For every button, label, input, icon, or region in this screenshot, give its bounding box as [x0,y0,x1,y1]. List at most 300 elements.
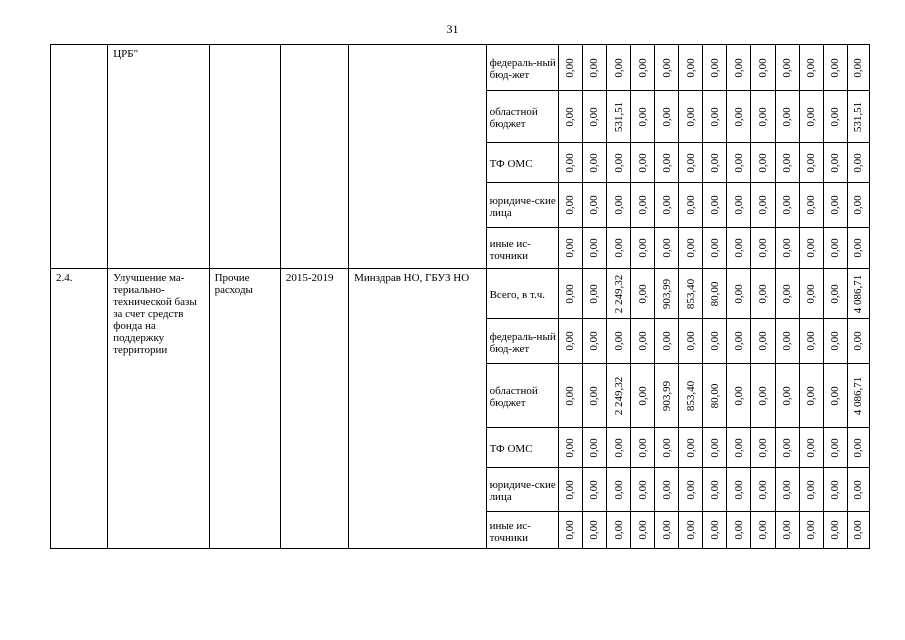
amount-cell [655,512,679,549]
amount-value: 0,00 [829,238,842,258]
amount-cell [558,364,582,428]
amount-cell [558,91,582,143]
period-cell: 2015-2019 [280,269,348,549]
amount-value: 0,00 [636,152,649,173]
amount-cell [775,468,799,512]
amount-value: 0,00 [684,437,697,458]
amount-cell [751,428,775,468]
amount-cell [799,228,823,269]
amount-value: 2 249,32 [612,376,625,415]
amount-cell [823,512,847,549]
amount-cell [582,512,606,549]
amount-value: 0,00 [852,520,865,540]
amount-cell [727,183,751,228]
amount-cell [655,468,679,512]
measure-name-cell: Улучшение ма-териально-технической базы за счет средств фонда на поддержку территории [108,269,209,549]
amount-cell [606,428,630,468]
amount-value: 0,00 [852,238,865,258]
amount-cell [558,45,582,91]
amount-cell [847,319,869,364]
amount-value: 0,00 [829,437,842,458]
amount-cell [823,143,847,183]
amount-cell [727,468,751,512]
amount-cell [631,228,655,269]
amount-value: 0,00 [564,385,577,406]
amount-cell [558,428,582,468]
amount-value: 0,00 [732,106,745,127]
amount-value: 0,00 [612,437,625,458]
amount-cell [631,143,655,183]
amount-cell [727,512,751,549]
amount-cell [582,143,606,183]
amount-cell [799,468,823,512]
amount-value: 0,00 [708,331,721,351]
amount-cell [631,428,655,468]
amount-cell [799,143,823,183]
amount-value: 0,00 [756,152,769,173]
amount-cell [679,512,703,549]
amount-value: 0,00 [781,57,794,78]
amount-cell [751,228,775,269]
amount-value: 0,00 [829,283,842,304]
amount-cell [775,183,799,228]
amount-value: 0,00 [805,437,818,458]
amount-value: 0,00 [684,106,697,127]
funding-source-cell: юридиче-ские лица [486,183,558,228]
amount-cell [775,428,799,468]
amount-value: 0,00 [781,437,794,458]
amount-value: 0,00 [684,479,697,500]
amount-value: 0,00 [756,195,769,215]
amount-value: 0,00 [660,106,673,127]
amount-value: 0,00 [684,520,697,540]
amount-value: 0,00 [564,283,577,304]
amount-cell [703,228,727,269]
amount-cell [703,468,727,512]
amount-value: 80,00 [708,383,721,408]
amount-cell [631,364,655,428]
amount-cell [582,45,606,91]
amount-cell [703,45,727,91]
executor-cell: Минздрав НО, ГБУЗ НО [349,269,487,549]
amount-value: 0,00 [732,152,745,173]
amount-value: 0,00 [564,152,577,173]
amount-cell [751,45,775,91]
amount-value: 0,00 [564,437,577,458]
amount-cell [775,91,799,143]
budget-table [50,44,870,549]
amount-value: 0,00 [756,238,769,258]
amount-cell [679,91,703,143]
amount-cell [606,45,630,91]
amount-value: 0,00 [660,520,673,540]
amount-value: 0,00 [732,238,745,258]
amount-cell [631,45,655,91]
amount-cell [558,228,582,269]
amount-value: 0,00 [636,331,649,351]
amount-value: 0,00 [732,283,745,304]
amount-cell [847,269,869,319]
amount-value: 0,00 [684,331,697,351]
amount-cell [631,319,655,364]
amount-cell [582,228,606,269]
amount-value: 0,00 [588,437,601,458]
measure-name-cell: ЦРБ" [108,45,209,269]
amount-value: 0,00 [588,283,601,304]
amount-cell [847,91,869,143]
amount-value: 0,00 [756,57,769,78]
amount-value: 0,00 [612,520,625,540]
funding-source-cell: федераль-ный бюд-жет [486,45,558,91]
amount-cell [582,319,606,364]
amount-value: 0,00 [588,385,601,406]
amount-cell [775,228,799,269]
amount-cell [703,269,727,319]
amount-value: 4 086,71 [852,376,865,415]
amount-cell [679,428,703,468]
amount-value: 0,00 [756,437,769,458]
amount-cell [799,364,823,428]
amount-value: 0,00 [852,479,865,500]
amount-cell [655,364,679,428]
amount-cell [799,428,823,468]
amount-cell [558,512,582,549]
funding-source-cell: ТФ ОМС [486,428,558,468]
amount-value: 0,00 [564,520,577,540]
amount-cell [631,269,655,319]
amount-value: 0,00 [829,195,842,215]
amount-value: 0,00 [636,437,649,458]
amount-cell [727,269,751,319]
amount-cell [823,428,847,468]
amount-value: 0,00 [829,479,842,500]
amount-value: 0,00 [829,331,842,351]
amount-cell [703,319,727,364]
amount-cell [606,319,630,364]
amount-cell [751,269,775,319]
amount-value: 0,00 [636,479,649,500]
amount-cell [606,91,630,143]
amount-value: 0,00 [829,385,842,406]
amount-value: 0,00 [756,106,769,127]
amount-value: 853,40 [684,278,697,309]
page-number: 31 [446,22,459,36]
amount-cell [558,183,582,228]
amount-cell [823,183,847,228]
amount-value: 0,00 [588,106,601,127]
amount-cell [775,364,799,428]
amount-value: 0,00 [660,57,673,78]
amount-cell [727,91,751,143]
amount-cell [606,228,630,269]
funding-source-cell: юридиче-ские лица [486,468,558,512]
amount-cell [631,91,655,143]
amount-value: 0,00 [708,238,721,258]
amount-value: 0,00 [732,57,745,78]
amount-value: 0,00 [805,106,818,127]
funding-source-cell: областной бюджет [486,91,558,143]
amount-cell [727,228,751,269]
amount-value: 0,00 [636,57,649,78]
amount-value: 0,00 [588,195,601,215]
amount-cell [655,45,679,91]
period-cell [280,45,348,269]
funding-source-cell: ТФ ОМС [486,143,558,183]
executor-cell [349,45,487,269]
amount-value: 903,99 [660,278,673,309]
amount-cell [703,428,727,468]
amount-value: 2 249,32 [612,274,625,313]
amount-cell [823,319,847,364]
amount-cell [823,269,847,319]
amount-value: 0,00 [588,238,601,258]
amount-value: 0,00 [805,385,818,406]
amount-cell [823,228,847,269]
amount-value: 0,00 [588,479,601,500]
amount-cell [703,183,727,228]
amount-value: 0,00 [684,238,697,258]
amount-cell [606,512,630,549]
amount-value: 0,00 [805,331,818,351]
amount-value: 0,00 [636,106,649,127]
funding-source-cell: иные ис-точники [486,512,558,549]
amount-value: 0,00 [708,437,721,458]
table-row [51,45,870,91]
amount-value: 0,00 [732,385,745,406]
amount-cell [582,428,606,468]
funding-source-cell: Всего, в т.ч. [486,269,558,319]
amount-cell [679,364,703,428]
amount-value: 0,00 [852,57,865,78]
amount-value: 903,99 [660,380,673,411]
amount-cell [558,143,582,183]
amount-value: 0,00 [732,195,745,215]
amount-value: 0,00 [636,283,649,304]
amount-value: 0,00 [660,195,673,215]
amount-cell [751,512,775,549]
amount-cell [775,512,799,549]
amount-cell [703,91,727,143]
amount-cell [631,468,655,512]
amount-cell [847,512,869,549]
amount-cell [606,269,630,319]
amount-value: 0,00 [756,520,769,540]
amount-cell [582,364,606,428]
amount-value: 531,51 [612,101,625,132]
amount-value: 0,00 [708,520,721,540]
amount-cell [751,364,775,428]
amount-value: 0,00 [732,479,745,500]
amount-value: 0,00 [660,238,673,258]
amount-value: 0,00 [756,385,769,406]
amount-cell [631,183,655,228]
amount-value: 0,00 [684,195,697,215]
amount-value: 0,00 [708,152,721,173]
amount-cell [823,45,847,91]
amount-value: 0,00 [684,152,697,173]
amount-cell [799,269,823,319]
expense-type-cell [209,45,280,269]
amount-value: 0,00 [805,152,818,173]
amount-cell [727,364,751,428]
amount-value: 0,00 [660,152,673,173]
amount-cell [606,364,630,428]
amount-value: 0,00 [612,331,625,351]
amount-cell [847,143,869,183]
amount-value: 0,00 [588,331,601,351]
amount-value: 0,00 [612,479,625,500]
amount-value: 0,00 [588,520,601,540]
amount-value: 0,00 [660,437,673,458]
amount-value: 0,00 [636,195,649,215]
amount-value: 0,00 [660,479,673,500]
amount-value: 0,00 [756,283,769,304]
amount-value: 0,00 [781,479,794,500]
amount-value: 0,00 [684,57,697,78]
amount-cell [751,319,775,364]
amount-value: 0,00 [781,385,794,406]
amount-value: 0,00 [636,520,649,540]
amount-cell [823,364,847,428]
amount-value: 0,00 [564,57,577,78]
amount-value: 0,00 [805,283,818,304]
amount-value: 0,00 [708,106,721,127]
amount-value: 0,00 [564,479,577,500]
amount-value: 0,00 [612,57,625,78]
amount-value: 0,00 [829,57,842,78]
amount-value: 0,00 [781,195,794,215]
amount-value: 0,00 [612,195,625,215]
amount-cell [679,269,703,319]
amount-value: 0,00 [708,195,721,215]
amount-cell [655,428,679,468]
amount-cell [679,143,703,183]
amount-cell [655,143,679,183]
amount-value: 0,00 [781,106,794,127]
amount-cell [823,468,847,512]
amount-value: 0,00 [588,152,601,173]
amount-value: 0,00 [756,331,769,351]
amount-value: 0,00 [756,479,769,500]
amount-cell [703,143,727,183]
amount-value: 0,00 [781,238,794,258]
amount-cell [847,468,869,512]
amount-cell [727,428,751,468]
amount-cell [679,228,703,269]
amount-cell [847,183,869,228]
amount-value: 0,00 [829,152,842,173]
amount-value: 0,00 [564,106,577,127]
amount-value: 0,00 [805,57,818,78]
amount-cell [558,269,582,319]
amount-value: 0,00 [852,437,865,458]
funding-source-cell: иные ис-точники [486,228,558,269]
amount-value: 0,00 [781,331,794,351]
amount-value: 0,00 [852,195,865,215]
amount-cell [751,183,775,228]
amount-value: 0,00 [805,479,818,500]
amount-cell [775,269,799,319]
amount-cell [799,45,823,91]
amount-value: 4 086,71 [852,274,865,313]
amount-cell [799,319,823,364]
amount-value: 0,00 [564,195,577,215]
amount-cell [727,319,751,364]
amount-cell [558,468,582,512]
funding-source-cell: областной бюджет [486,364,558,428]
amount-value: 0,00 [564,238,577,258]
amount-value: 0,00 [636,385,649,406]
amount-cell [847,228,869,269]
amount-value: 0,00 [732,520,745,540]
amount-cell [655,183,679,228]
amount-cell [775,319,799,364]
amount-cell [606,468,630,512]
amount-value: 0,00 [732,437,745,458]
amount-value: 0,00 [708,479,721,500]
amount-value: 0,00 [852,331,865,351]
amount-cell [727,143,751,183]
amount-value: 0,00 [829,106,842,127]
amount-value: 0,00 [708,57,721,78]
amount-value: 0,00 [564,331,577,351]
amount-value: 0,00 [805,238,818,258]
amount-value: 0,00 [732,331,745,351]
amount-cell [799,183,823,228]
amount-cell [799,91,823,143]
amount-value: 0,00 [612,152,625,173]
amount-value: 0,00 [781,152,794,173]
amount-value: 0,00 [781,283,794,304]
section-number-cell [51,45,108,269]
amount-cell [558,319,582,364]
amount-cell [582,468,606,512]
expense-type-cell: Прочие расходы [209,269,280,549]
amount-value: 0,00 [781,520,794,540]
amount-cell [655,269,679,319]
amount-cell [703,512,727,549]
amount-value: 80,00 [708,281,721,306]
amount-cell [751,143,775,183]
amount-value: 0,00 [588,57,601,78]
amount-cell [847,364,869,428]
amount-cell [679,45,703,91]
amount-cell [631,512,655,549]
amount-cell [679,468,703,512]
amount-cell [606,183,630,228]
table-row [51,269,870,319]
amount-cell [582,183,606,228]
amount-cell [582,91,606,143]
amount-cell [751,468,775,512]
amount-value: 0,00 [852,152,865,173]
amount-cell [679,183,703,228]
amount-cell [823,91,847,143]
amount-value: 0,00 [805,520,818,540]
amount-cell [775,45,799,91]
amount-cell [606,143,630,183]
amount-value: 0,00 [612,238,625,258]
amount-value: 0,00 [829,520,842,540]
amount-value: 0,00 [805,195,818,215]
amount-cell [847,45,869,91]
amount-value: 0,00 [660,331,673,351]
amount-value: 853,40 [684,380,697,411]
funding-source-cell: федераль-ный бюд-жет [486,319,558,364]
section-number-cell: 2.4. [51,269,108,549]
amount-cell [775,143,799,183]
amount-cell [679,319,703,364]
